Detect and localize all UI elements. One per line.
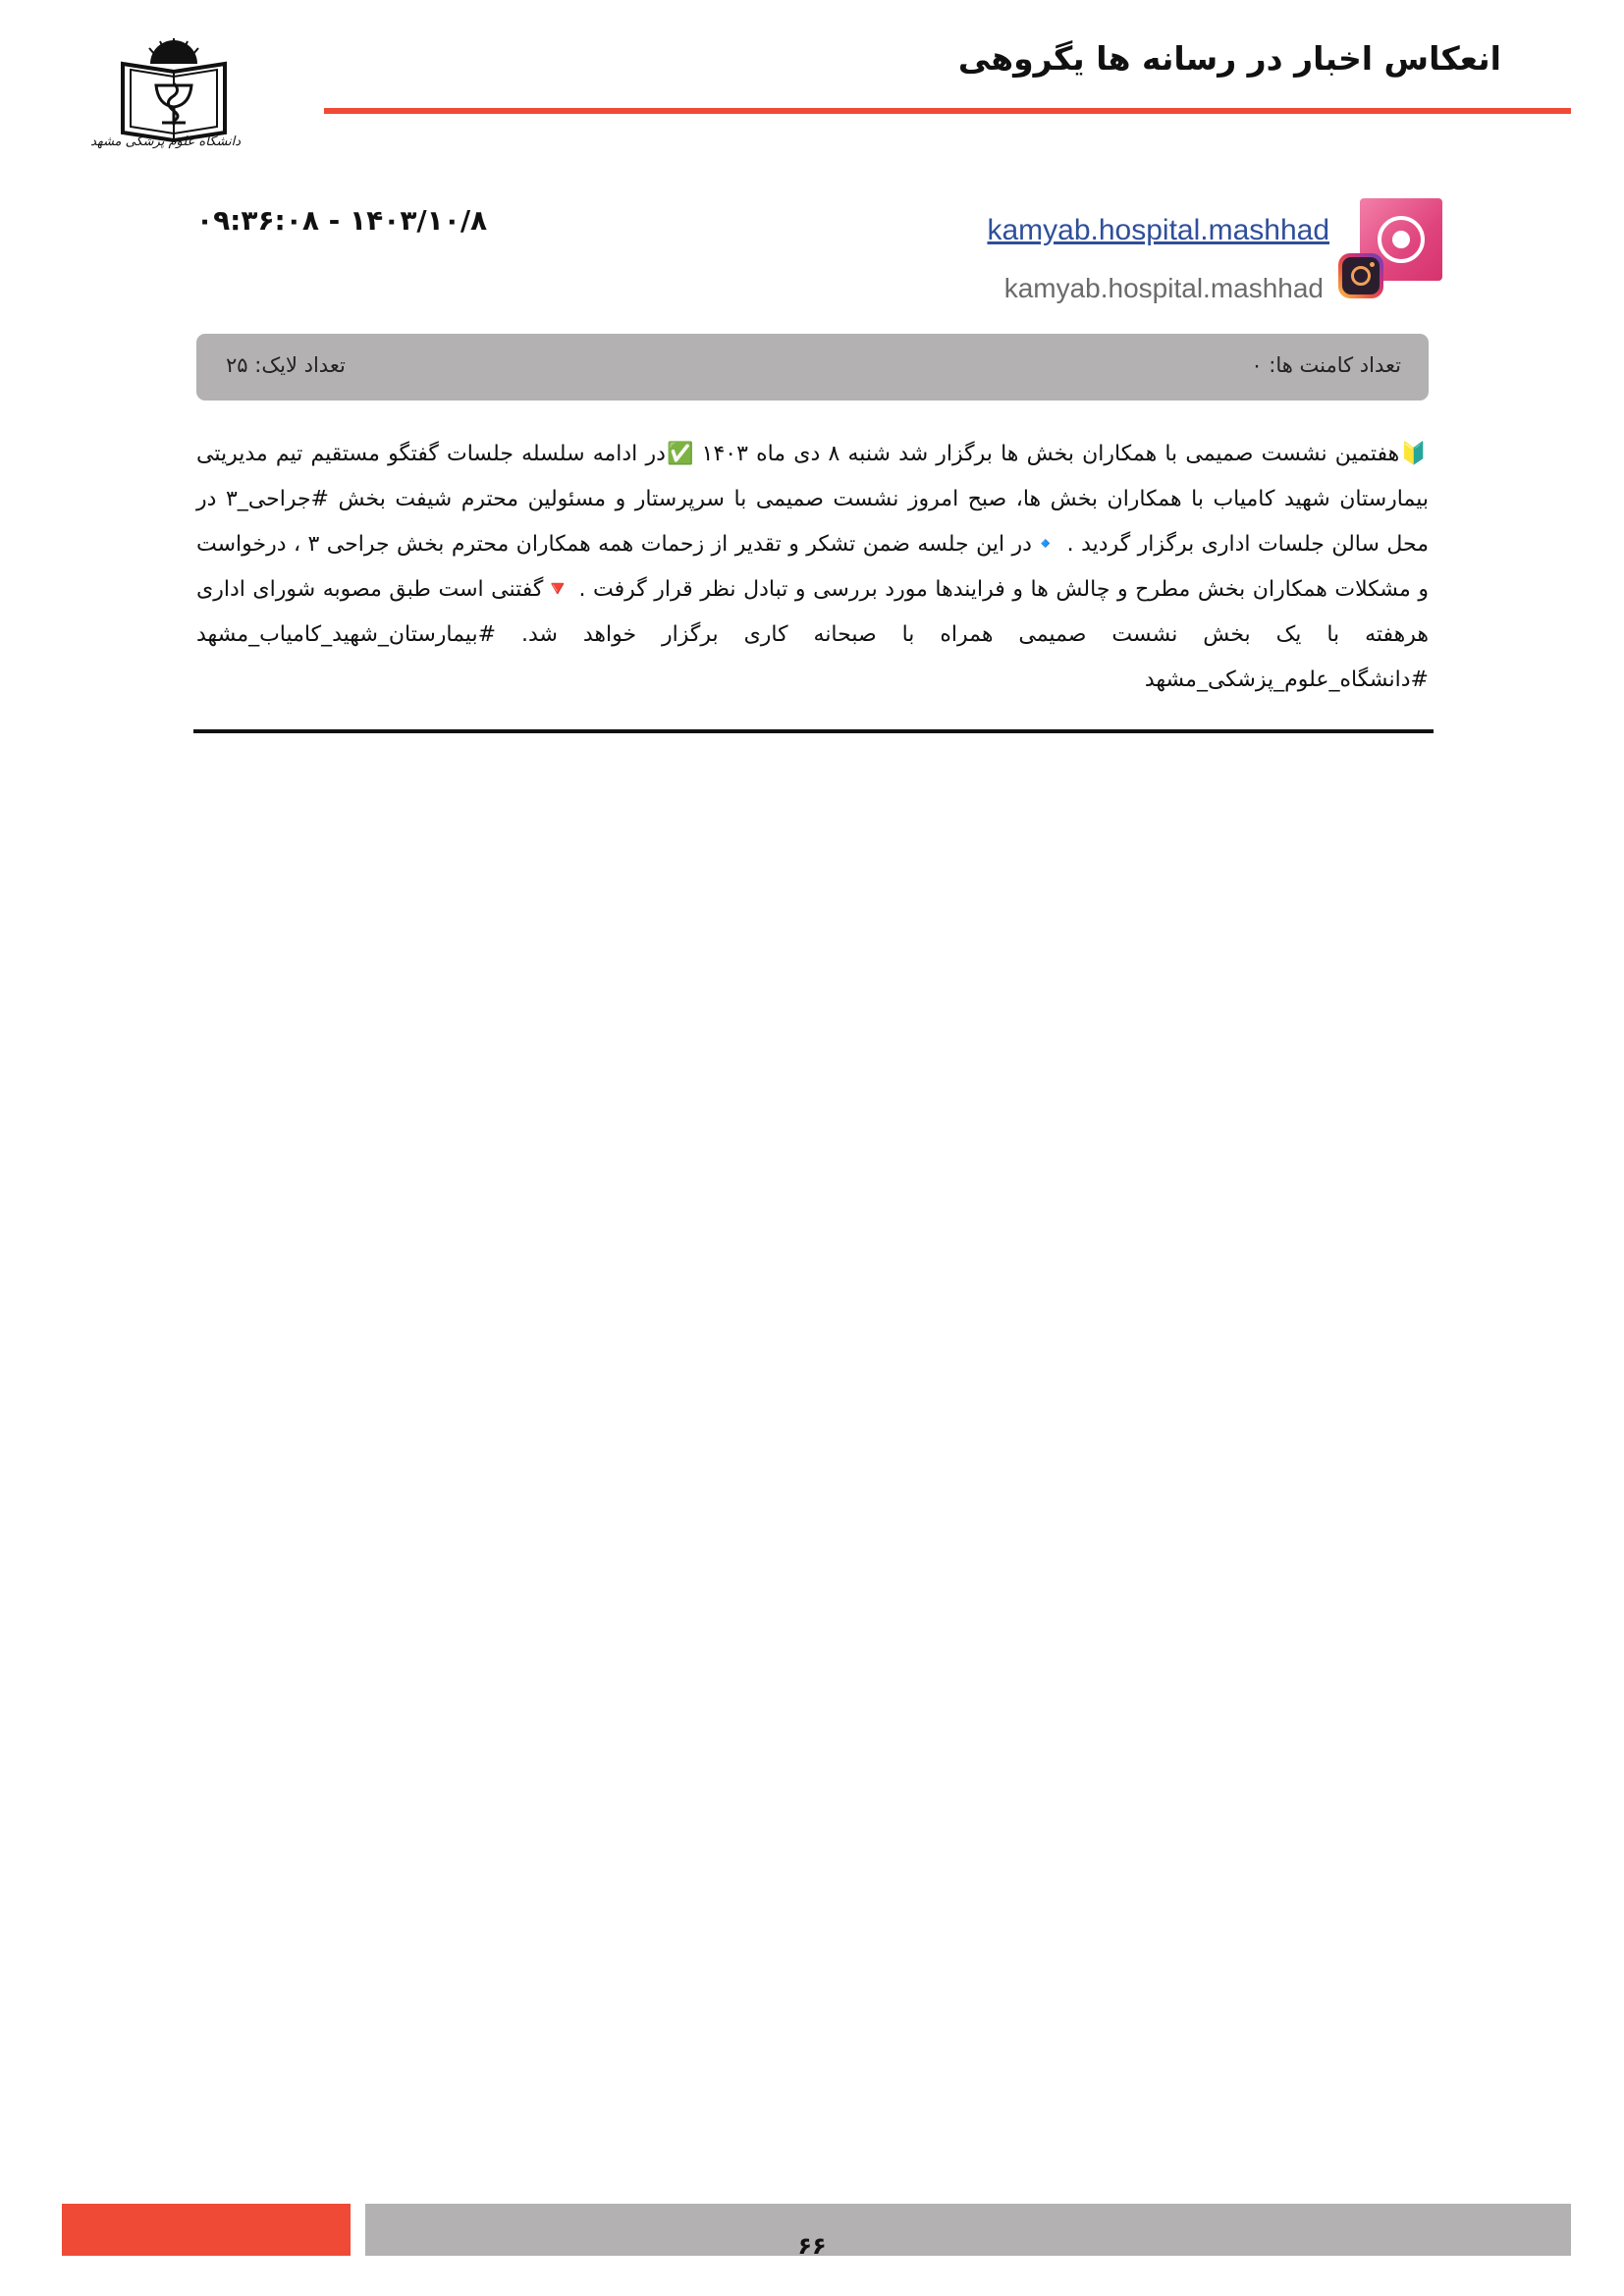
content-divider bbox=[193, 729, 1434, 733]
account-link[interactable]: kamyab.hospital.mashhad bbox=[987, 214, 1329, 246]
page-number: ۶۶ bbox=[797, 2232, 827, 2260]
account-name: kamyab.hospital.mashhad bbox=[1003, 273, 1324, 303]
instagram-small-icon bbox=[1338, 253, 1383, 298]
comments-count: تعداد کامنت ها: ۰ bbox=[1251, 353, 1401, 377]
header-divider bbox=[324, 108, 1571, 114]
page-title: انعکاس اخبار در رسانه ها یگروهی bbox=[957, 39, 1501, 78]
logo-caption: دانشگاه علوم پزشکی مشهد bbox=[90, 134, 241, 149]
stats-bar bbox=[196, 334, 1429, 400]
likes-count: تعداد لایک: ۲۵ bbox=[226, 353, 346, 377]
instagram-dot-icon bbox=[1392, 231, 1410, 248]
university-logo bbox=[90, 34, 241, 162]
post-datetime: ۰۹:۳۶:۰۸ - ۱۴۰۳/۱۰/۸ bbox=[196, 204, 488, 237]
post-body: 🔰هفتمین نشست صمیمی با همکاران بخش ها برگزار شد شنبه ۸ دی ماه ۱۴۰۳ ✅در ادامه سلسله جلسات گفتگو مستقیم تیم مدیریتی بیمارستان شهید کامیاب با همکاران بخش ها، صبح امروز نشست صمیمی با سرپرستار و مسئولین محترم شیفت بخش #جراحی_۳ در محل سالن جلسات اداری برگزار گردید . 🔹در این جلسه ضمن تشکر و تقدیر از زحمات همه همکاران محترم بخش جراحی ۳ ، درخواست و مشکلات همکاران بخش مطرح و چالش ها و فرایندها مورد بررسی و تبادل نظر قرار گرفت . 🔻گفتنی است طبق مصوبه شورای اداری هرهفته با یک بخش نشست صمیمی همراه با صبحانه کاری برگزار خواهد شد. #بیمارستان_شهید_کامیاب_مشهد #دانشگاه_علوم_پزشکی_مشهد bbox=[196, 442, 1429, 692]
